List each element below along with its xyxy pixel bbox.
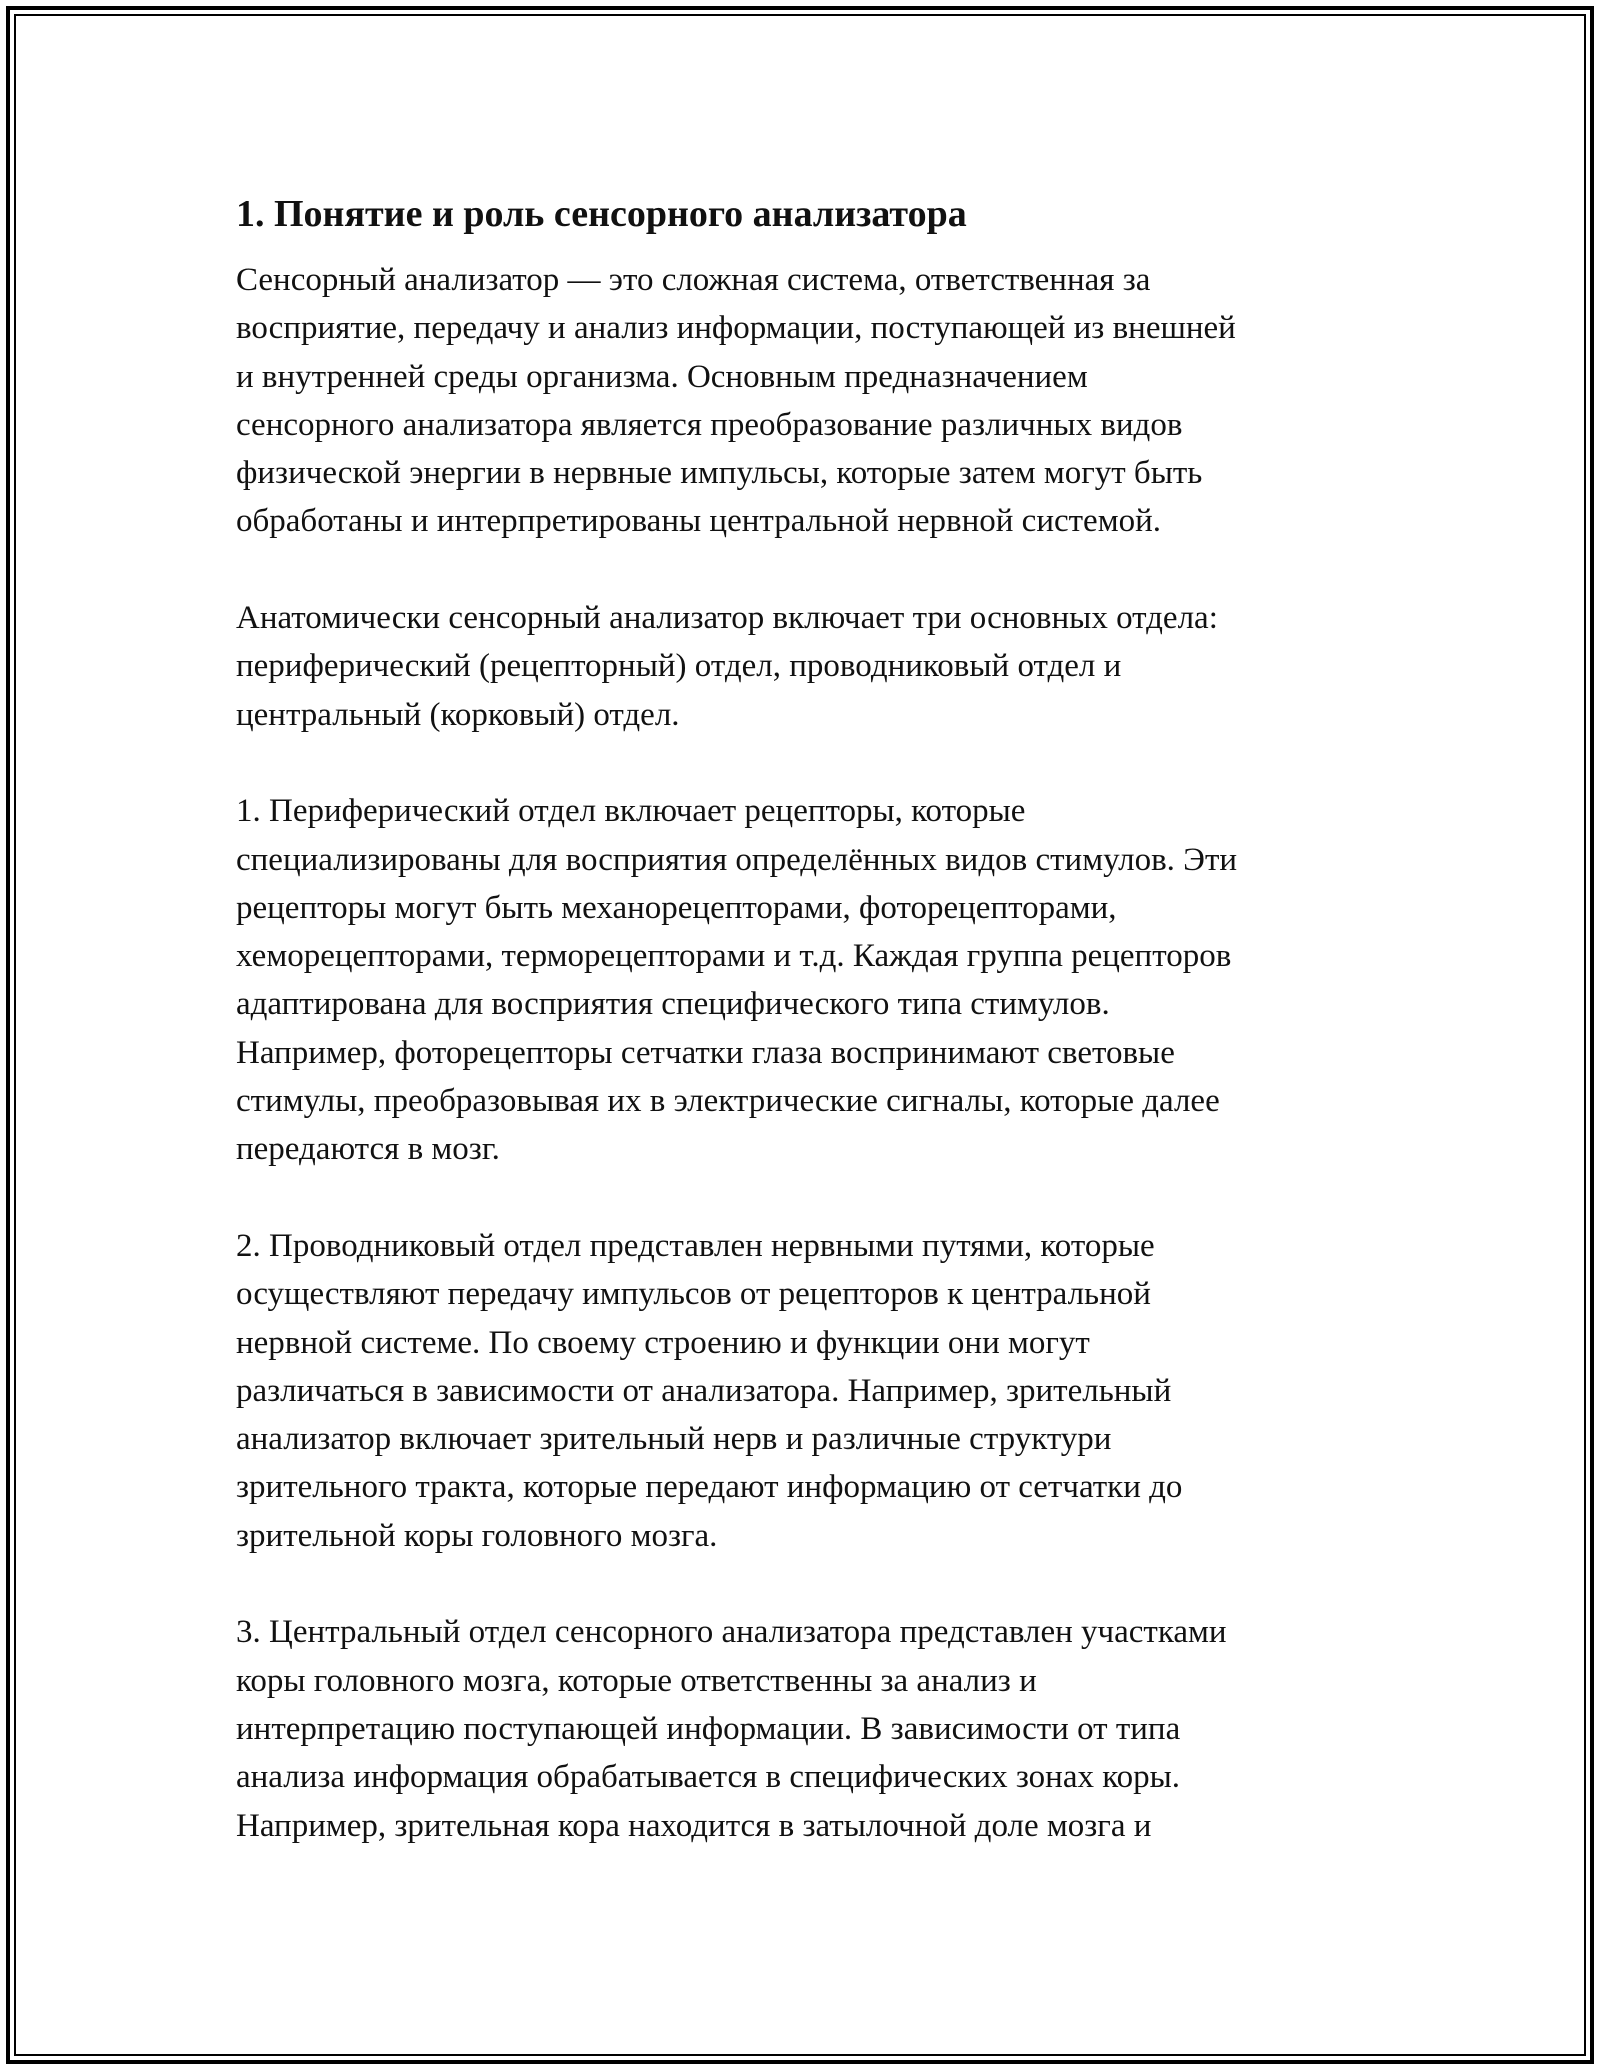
paragraph-list: [236, 256, 1376, 1850]
paragraph: [236, 787, 1376, 1173]
text-line: Анатомически сенсорный анализатор включает три основных отдела:: [236, 600, 1218, 637]
text-line: хеморецепторами, терморецепторами и т.д. Каждая группа рецепторов: [236, 938, 1232, 975]
text-line: Например, фоторецепторы сетчатки глаза воспринимают световые: [236, 1034, 1175, 1071]
text-line: 3. Центральный отдел сенсорного анализатора представлен участками: [236, 1614, 1227, 1651]
text-line: обработаны и интерпретированы центральной нервной системой.: [236, 503, 1161, 540]
text-line: анализатор включает зрительный нерв и различные структури: [236, 1421, 1112, 1458]
text-line: коры головного мозга, которые ответственны за анализ и: [236, 1662, 1037, 1699]
document-body: [236, 186, 1376, 1898]
text-line: анализа информация обрабатывается в специфических зонах коры.: [236, 1759, 1180, 1796]
paragraph: [236, 1608, 1376, 1849]
text-line: центральный (корковый) отдел.: [236, 696, 680, 733]
text-line: 1. Периферический отдел включает рецепторы, которые: [236, 793, 1026, 830]
text-line: зрительного тракта, которые передают информацию от сетчатки до: [236, 1469, 1183, 1506]
paragraph: [236, 256, 1376, 546]
text-line: физической энергии в нервные импульсы, которые затем могут быть: [236, 455, 1203, 492]
text-line: Например, зрительная кора находится в затылочной доле мозга и: [236, 1807, 1152, 1844]
text-line: передаются в мозг.: [236, 1131, 500, 1168]
section-heading: 1. Понятие и роль сенсорного анализатора: [236, 193, 967, 235]
text-line: сенсорного анализатора является преобразование различных видов: [236, 406, 1183, 443]
text-line: периферический (рецепторный) отдел, проводниковый отдел и: [236, 648, 1122, 685]
paragraph: [236, 1222, 1376, 1560]
text-line: специализированы для восприятия определённых видов стимулов. Эти: [236, 841, 1238, 878]
text-line: 2. Проводниковый отдел представлен нервными путями, которые: [236, 1227, 1155, 1264]
text-line: восприятие, передачу и анализ информации, поступающей из внешней: [236, 310, 1236, 347]
text-line: осуществляют передачу импульсов от рецепторов к центральной: [236, 1276, 1151, 1313]
text-line: различаться в зависимости от анализатора. Например, зрительный: [236, 1372, 1172, 1409]
text-line: и внутренней среды организма. Основным предназначением: [236, 358, 1088, 395]
paragraph: [236, 594, 1376, 739]
text-line: нервной системе. По своему строению и функции они могут: [236, 1324, 1090, 1361]
text-line: зрительной коры головного мозга.: [236, 1517, 718, 1554]
text-line: адаптирована для восприятия специфического типа стимулов.: [236, 986, 1110, 1023]
text-line: стимулы, преобразовывая их в электрические сигналы, которые далее: [236, 1083, 1220, 1120]
text-line: интерпретацию поступающей информации. В зависимости от типа: [236, 1710, 1181, 1747]
text-line: Сенсорный анализатор — это сложная система, ответственная за: [236, 262, 1151, 298]
text-line: рецепторы могут быть механорецепторами, фоторецепторами,: [236, 889, 1117, 926]
